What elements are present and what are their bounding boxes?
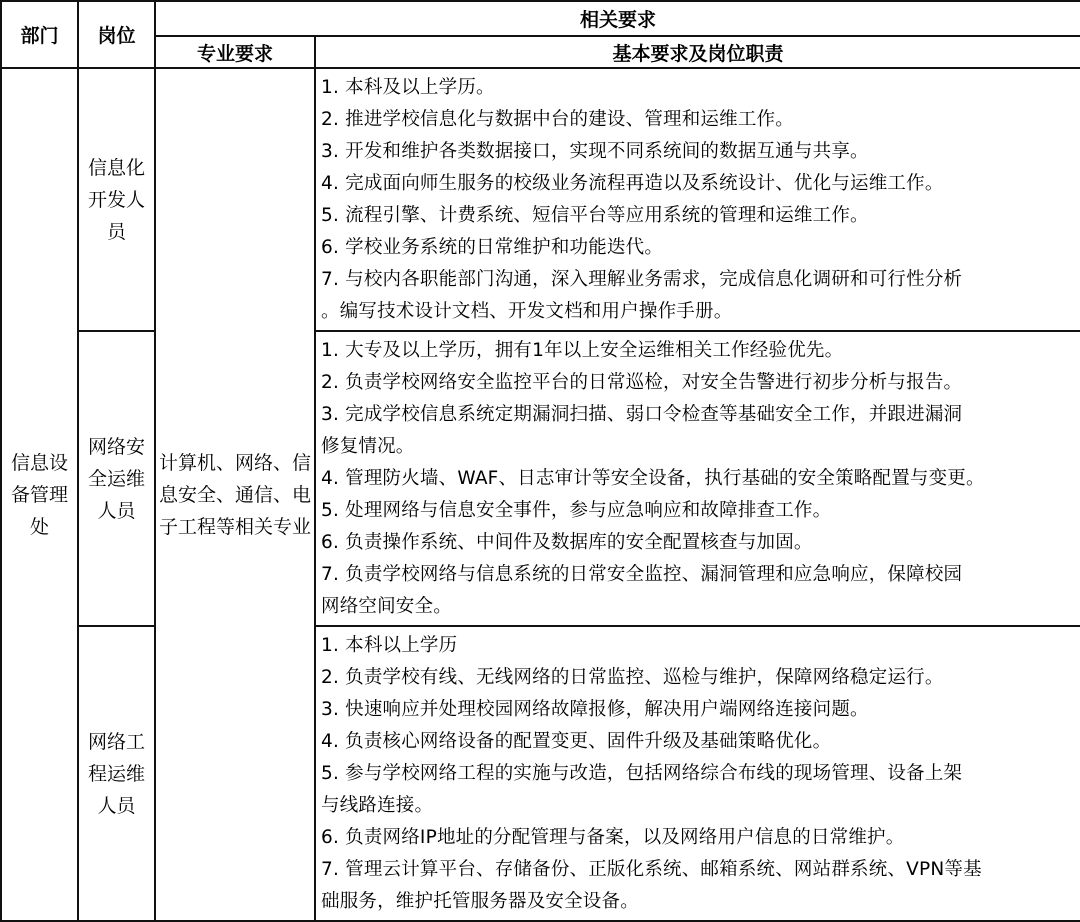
duty-item: 6. 负责操作系统、中间件及数据库的安全配置核查与加固。	[321, 532, 813, 553]
major-requirements-header: 专业要求	[155, 36, 315, 68]
duties-cell	[315, 68, 1080, 331]
position-cell	[78, 68, 155, 331]
header-row-2	[1, 36, 1080, 68]
duty-item: 4. 负责核心网络设备的配置变更、固件升级及基础策略优化。	[321, 731, 832, 752]
position-name: 网络工程运维人员	[87, 730, 145, 817]
duties-cell	[315, 331, 1080, 626]
duty-item: 3. 快速响应并处理校园网络故障报修，解决用户端网络连接问题。	[321, 699, 869, 720]
duty-item: 网络空间安全。	[321, 596, 452, 617]
duty-item: 2. 负责学校网络安全监控平台的日常巡检，对安全告警进行初步分析与报告。	[321, 372, 963, 393]
basic-requirements-header: 基本要求及岗位职责	[315, 36, 1080, 68]
duty-item: 7. 与校内各职能部门沟通，深入理解业务需求，完成信息化调研和可行性分析	[321, 269, 963, 290]
duty-item: 础服务，维护托管服务器及安全设备。	[321, 891, 639, 912]
duty-item: 5. 处理网络与信息安全事件，参与应急响应和故障排查工作。	[321, 500, 832, 521]
position-cell	[78, 331, 155, 626]
duty-item: 4. 管理防火墙、WAF、日志审计等安全设备，执行基础的安全策略配置与变更。	[321, 468, 985, 489]
duty-item: 2. 负责学校有线、无线网络的日常监控、巡检与维护，保障网络稳定运行。	[321, 667, 944, 688]
duty-item: 。编写技术设计文档、开发文档和用户操作手册。	[321, 301, 733, 322]
position-header: 岗位	[78, 1, 155, 68]
duty-item: 修复情况。	[321, 436, 415, 457]
duty-item: 5. 流程引擎、计费系统、短信平台等应用系统的管理和运维工作。	[321, 205, 869, 226]
duty-item: 4. 完成面向师生服务的校级业务流程再造以及系统设计、优化与运维工作。	[321, 173, 944, 194]
duties-cell	[315, 626, 1080, 921]
duty-item: 6. 负责网络IP地址的分配管理与备案，以及网络用户信息的日常维护。	[321, 827, 905, 848]
duty-item: 1. 大专及以上学历，拥有1年以上安全运维相关工作经验优先。	[321, 340, 844, 361]
position-name: 信息化开发人员	[87, 156, 145, 243]
position-name: 网络安全运维人员	[87, 435, 145, 522]
table-row	[1, 68, 1080, 331]
duty-item: 3. 开发和维护各类数据接口，实现不同系统间的数据互通与共享。	[321, 141, 869, 162]
major-requirements-text: 计算机、网络、信息安全、通信、电子工程等相关专业	[158, 451, 311, 538]
related-requirements-header: 相关要求	[155, 1, 1080, 36]
duty-item: 1. 本科及以上学历。	[321, 77, 495, 98]
duty-item: 6. 学校业务系统的日常维护和功能迭代。	[321, 237, 664, 258]
duty-item: 2. 推进学校信息化与数据中台的建设、管理和运维工作。	[321, 109, 794, 130]
department-header: 部门	[1, 1, 78, 68]
header-row-1	[1, 1, 1080, 36]
duty-item: 7. 管理云计算平台、存储备份、正版化系统、邮箱系统、网站群系统、VPN等基	[321, 859, 982, 880]
major-cell	[155, 68, 315, 921]
duty-item: 与线路连接。	[321, 795, 434, 816]
department-name: 信息设备管理处	[10, 451, 68, 538]
position-cell	[78, 626, 155, 921]
duty-item: 1. 本科以上学历	[321, 635, 458, 656]
duty-item: 7. 负责学校网络与信息系统的日常安全监控、漏洞管理和应急响应，保障校园	[321, 564, 963, 585]
duty-item: 5. 参与学校网络工程的实施与改造，包括网络综合布线的现场管理、设备上架	[321, 763, 963, 784]
duty-item: 3. 完成学校信息系统定期漏洞扫描、弱口令检查等基础安全工作，并跟进漏洞	[321, 404, 963, 425]
department-cell	[1, 68, 78, 921]
